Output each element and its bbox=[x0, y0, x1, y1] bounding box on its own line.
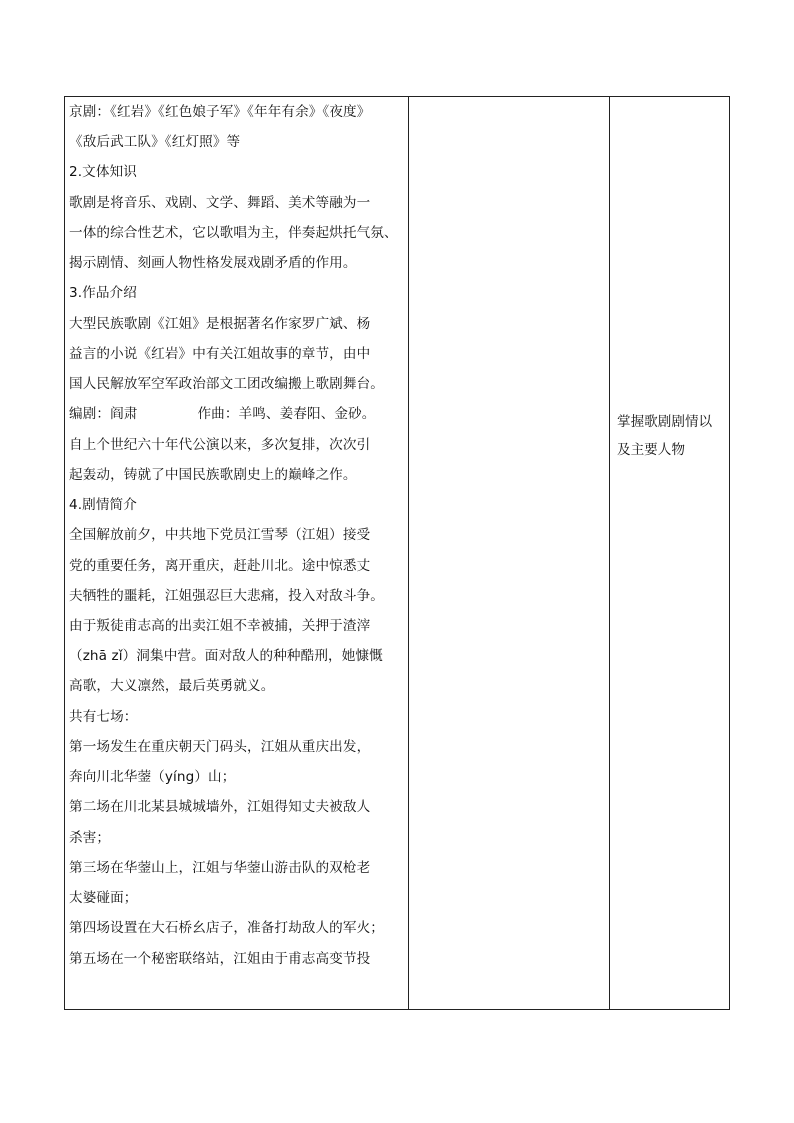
content-line: 京剧：《红岩》《红色娘子军》《年年有余》《夜度》 bbox=[69, 104, 371, 120]
content-line: 奔向川北华蓥（yíng）山； bbox=[69, 769, 236, 786]
lesson-table bbox=[64, 96, 730, 1010]
empty-cell bbox=[409, 97, 610, 1010]
objective-line-1: 掌握歌剧剧情以 bbox=[617, 414, 713, 430]
content-line: 全国解放前夕，中共地下党员江雪琴（江姐）接受 bbox=[69, 527, 371, 544]
content-line: 杀害； bbox=[69, 829, 111, 846]
content-line: （zhā zǐ）洞集中营。面对敌人的种种酷刑，她慷慨 bbox=[69, 648, 383, 665]
content-line: 歌剧是将音乐、戏剧、文学、舞蹈、美术等融为一 bbox=[69, 194, 371, 211]
credits-line bbox=[69, 403, 405, 427]
content-line: 第三场在华蓥山上，江姐与华蓥山游击队的双枪老 bbox=[69, 859, 371, 876]
content-line: 起轰动，铸就了中国民族歌剧史上的巅峰之作。 bbox=[69, 466, 357, 483]
composer-credit: 作曲：羊鸣、姜春阳、金砂。 bbox=[197, 406, 376, 423]
content-line: 3.作品介绍 bbox=[69, 285, 137, 302]
content-line: 第五场在一个秘密联络站，江姐由于甫志高变节投 bbox=[69, 950, 371, 967]
content-line: 第四场设置在大石桥幺店子，准备打劫敌人的军火； bbox=[69, 920, 384, 937]
content-line: 大型民族歌剧《江姐》是根据著名作家罗广斌、杨 bbox=[69, 315, 371, 332]
content-line: 第一场发生在重庆朝天门码头，江姐从重庆出发， bbox=[69, 738, 371, 755]
content-line: 自上个世纪六十年代公演以来，多次复排，次次引 bbox=[69, 436, 371, 453]
content-line: 2.文体知识 bbox=[69, 164, 137, 181]
content-line: 国人民解放军空军政治部文工团改编搬上歌剧舞台。 bbox=[69, 376, 384, 393]
content-line: 高歌，大义凛然，最后英勇就义。 bbox=[69, 678, 275, 695]
content-line: 揭示剧情、刻画人物性格发展戏剧矛盾的作用。 bbox=[69, 255, 357, 272]
content-line: 第二场在川北某县城城墙外，江姐得知丈夫被敌人 bbox=[69, 799, 371, 816]
content-line: 《敌后武工队》《红灯照》等 bbox=[69, 134, 241, 151]
writer-credit: 编剧：阎肃 bbox=[69, 406, 138, 423]
content-line: 太婆碰面； bbox=[69, 890, 138, 907]
content-line: 共有七场： bbox=[69, 708, 138, 725]
content-cell bbox=[65, 97, 409, 1010]
content-line: 益言的小说《红岩》中有关江姐故事的章节，由中 bbox=[69, 345, 371, 362]
content-text bbox=[65, 97, 408, 1009]
objective-cell bbox=[610, 97, 730, 1010]
content-line: 4.剧情简介 bbox=[69, 497, 137, 514]
objective-line-2: 及主要人物 bbox=[617, 442, 685, 458]
content-line: 一体的综合性艺术，它以歌唱为主，伴奏起烘托气氛、 bbox=[69, 224, 398, 241]
table-row bbox=[65, 97, 730, 1010]
content-line: 夫牺牲的噩耗，江姐强忍巨大悲痛，投入对敌斗争。 bbox=[69, 587, 384, 604]
content-line: 由于叛徒甫志高的出卖江姐不幸被捕，关押于渣滓 bbox=[69, 617, 371, 634]
content-line: 党的重要任务，离开重庆，赶赴川北。途中惊悉丈 bbox=[69, 557, 371, 574]
